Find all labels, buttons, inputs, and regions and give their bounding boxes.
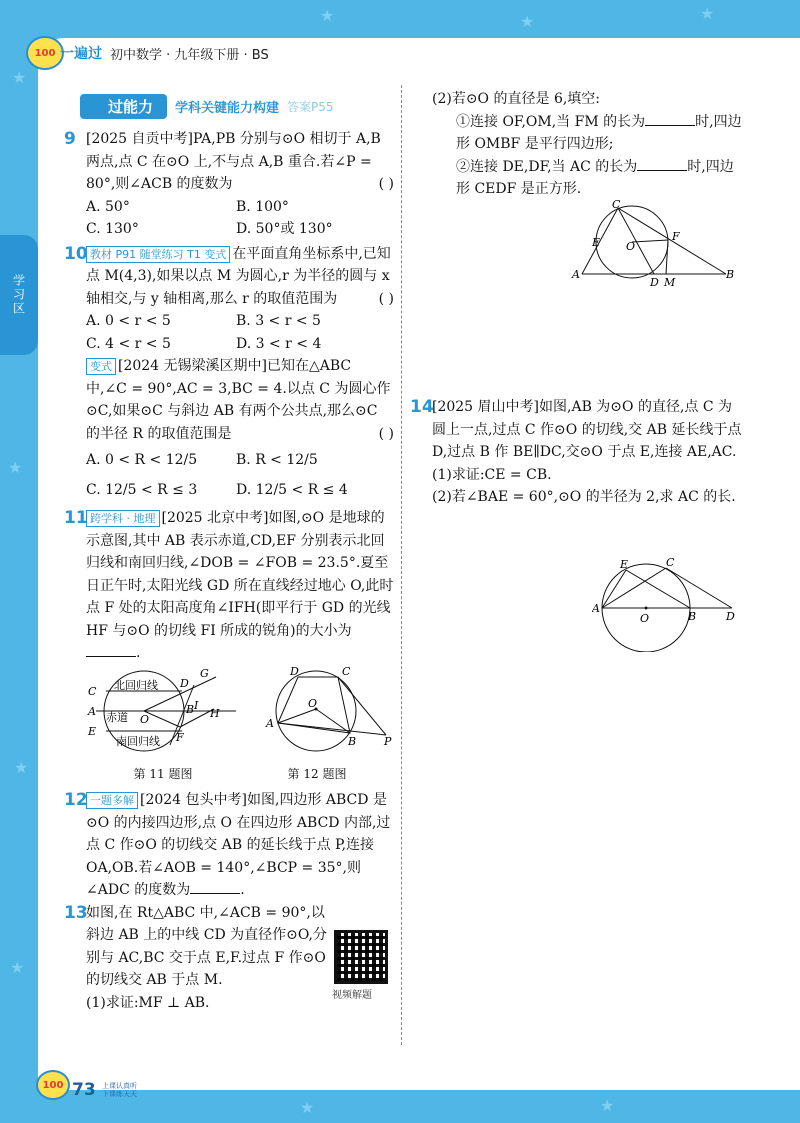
caption-12: 第 12 题图 bbox=[287, 766, 347, 781]
answer-blank[interactable] bbox=[190, 879, 240, 894]
mascot-logo: 100 bbox=[26, 36, 64, 70]
right-column-bottom bbox=[410, 396, 744, 509]
column-divider bbox=[401, 85, 402, 1045]
footer-motto: 上课认真听 下课练天天 bbox=[102, 1082, 137, 1098]
question-text: PA,PB 分别与⊙O 相切于 A,B 两点,点 C 在⊙O 上,不与点 A,B 重合.若∠P = 80°,则∠ACB 的度数为 bbox=[86, 131, 381, 192]
question-text: [2025 眉山中考]如图,AB 为⊙O 的直径,点 C 为圆上一点,过点 C 作⊙O 的切线,交 AB 延长线于点 D,过点 B 作 BE∥DC,交⊙O 于点 E,连接 AE,AC. bbox=[432, 399, 742, 460]
svg-text:E: E bbox=[620, 558, 629, 571]
option[interactable]: B. 100° bbox=[236, 198, 289, 215]
option[interactable]: A. 50° bbox=[86, 198, 130, 215]
page-number: 73 bbox=[72, 1080, 96, 1100]
figure-11 bbox=[87, 667, 236, 751]
question-number: 14 bbox=[410, 397, 434, 417]
figure-13 bbox=[570, 200, 740, 290]
answer-paren: ( ) bbox=[378, 290, 394, 307]
question-text: 在平面直角坐标系中,已知点 M(4,3),如果以点 M 为圆心,r 为半径的圆与 x 轴相交,与 y 轴相离,那么 r 的取值范围为 bbox=[86, 245, 391, 307]
svg-text:B: B bbox=[726, 268, 735, 281]
figure-11-12-svg bbox=[86, 665, 396, 763]
option[interactable]: C. 130° bbox=[86, 221, 139, 237]
label-tropic-north: 北回归线 bbox=[114, 678, 158, 692]
svg-text:E: E bbox=[592, 236, 601, 249]
q13-sub-1: ①连接 OF,OM,当 FM 的长为 时,四边形 OMBF 是平行四边形; bbox=[432, 111, 744, 156]
svg-text:I: I bbox=[194, 698, 199, 712]
running-header bbox=[60, 43, 269, 63]
svg-text:F: F bbox=[176, 730, 184, 744]
question-14 bbox=[410, 396, 744, 464]
question-14-part-2: (2)若∠BAE = 60°,⊙O 的半径为 2,求 AC 的长. bbox=[432, 489, 736, 505]
section-subtitle: 学科关键能力构建 bbox=[175, 100, 280, 116]
answer-paren: ( ) bbox=[378, 425, 394, 442]
left-column bbox=[64, 128, 394, 1014]
svg-text:B: B bbox=[348, 734, 357, 748]
question-tag: 教材 P91 随堂练习 T1 变式 bbox=[86, 246, 230, 263]
svg-text:M: M bbox=[664, 276, 676, 289]
svg-text:H: H bbox=[210, 706, 220, 720]
star-icon: ★ bbox=[300, 1098, 315, 1117]
question-14-part-1: (1)求证:CE = CB. bbox=[432, 466, 552, 483]
option[interactable]: D. 50°或 130° bbox=[236, 221, 333, 237]
options-10 bbox=[64, 310, 394, 355]
options-10-variant bbox=[64, 445, 394, 505]
svg-text:D: D bbox=[650, 276, 659, 289]
svg-text:A: A bbox=[266, 716, 274, 730]
label-tropic-south: 南回归线 bbox=[116, 734, 160, 748]
question-tag: 跨学科 · 地理 bbox=[86, 510, 160, 527]
star-icon: ★ bbox=[700, 4, 715, 23]
question-text: [2024 包头中考]如图,四边形 ABCD 是⊙O 的内接四边形,点 O 在四边形 ABCD 内部,过点 C 作⊙O 的切线交 AB 的延长线于点 P,连接 OA,OB.若∠AOB = 140°,∠BCP = 35°,则∠ADC 的度数为 bbox=[86, 792, 391, 898]
svg-text:O: O bbox=[308, 696, 318, 710]
svg-text:C: C bbox=[88, 684, 97, 698]
question-tag: 一题多解 bbox=[86, 792, 138, 809]
option[interactable]: A. 0 < R < 12/5 bbox=[86, 452, 198, 468]
question-text: [2025 北京中考]如图,⊙O 是地球的示意图,其中 AB 表示赤道,CD,EF 分别表示北回归线和南回归线,∠DOB = ∠FOB = 23.5°.夏至日正午时,太阳光线 GD 所在直线经过地心 O,此时点 F 处的太阳高度角∠IFH(即平行于 GD 的光线 HF 与⊙O 的切线 FI 所成的锐角)的大小为 bbox=[86, 510, 394, 639]
svg-text:D: D bbox=[290, 664, 299, 678]
svg-text:C: C bbox=[666, 556, 675, 569]
answer-ref: 答案P55 bbox=[287, 99, 334, 114]
option[interactable]: A. 0 < r < 5 bbox=[86, 313, 171, 329]
caption-11: 第 11 题图 bbox=[133, 766, 193, 781]
section-title: 过能力 bbox=[80, 94, 167, 119]
question-10-variant bbox=[64, 355, 394, 445]
brand-name: 一遍过 bbox=[60, 46, 102, 62]
option[interactable]: D. 12/5 < R ≤ 4 bbox=[236, 482, 348, 498]
svg-text:A: A bbox=[572, 268, 580, 281]
question-12: 12 一题多解 [2024 包头中考]如图,四边形 ABCD 是⊙O 的内接四边形,点 O 在四边形 ABCD 内部,过点 C 作⊙O 的切线交 AB 的延长线于点 P,连接 OA,OB.若∠AOB = 140°,∠BCP = 35°,则∠ADC 的度数为 . bbox=[64, 790, 391, 898]
book-title: 初中数学 · 九年级下册 · BS bbox=[110, 47, 269, 63]
question-number: 13 bbox=[64, 902, 88, 923]
answer-paren: ( ) bbox=[378, 176, 394, 192]
figure-12 bbox=[265, 665, 392, 751]
option[interactable]: C. 12/5 < R ≤ 3 bbox=[86, 482, 198, 498]
side-tab[interactable]: 学习区 bbox=[0, 235, 38, 355]
star-icon: ★ bbox=[14, 758, 29, 777]
answer-blank[interactable] bbox=[637, 156, 687, 171]
question-13-part-2: (2)若⊙O 的直径是 6,填空: bbox=[432, 91, 601, 107]
svg-text:O: O bbox=[140, 712, 150, 726]
options-9 bbox=[64, 196, 394, 241]
question-number: 10 bbox=[64, 243, 88, 264]
answer-blank[interactable] bbox=[645, 111, 695, 126]
question-9 bbox=[64, 128, 394, 196]
star-icon: ★ bbox=[600, 1096, 615, 1115]
svg-text:G: G bbox=[200, 666, 209, 680]
question-number: 12 bbox=[64, 790, 88, 810]
qr-code[interactable] bbox=[334, 930, 388, 984]
svg-text:A: A bbox=[88, 704, 96, 718]
svg-text:F: F bbox=[672, 230, 680, 243]
svg-text:O: O bbox=[640, 612, 650, 625]
option[interactable]: D. 3 < r < 4 bbox=[236, 335, 322, 352]
svg-text:B: B bbox=[688, 610, 697, 623]
section-bar bbox=[80, 94, 334, 118]
question-13-part-1: (1)求证:MF ⊥ AB. bbox=[86, 994, 210, 1011]
svg-text:D: D bbox=[726, 610, 735, 623]
option[interactable]: B. R < 12/5 bbox=[236, 452, 318, 468]
question-number: 11 bbox=[64, 508, 88, 528]
mascot-footer-logo: 100 bbox=[36, 1070, 70, 1100]
question-10 bbox=[64, 243, 394, 311]
option[interactable]: B. 3 < r < 5 bbox=[236, 313, 321, 329]
star-icon: ★ bbox=[8, 458, 23, 477]
question-source: [2025 自贡中考] bbox=[86, 131, 194, 147]
q13-sub-2: ②连接 DE,DF,当 AC 的长为 时,四边形 CEDF 是正方形. bbox=[432, 156, 744, 201]
question-11: 11 跨学科 · 地理 [2025 北京中考]如图,⊙O 是地球的示意图,其中 AB 表示赤道,CD,EF 分别表示北回归线和南回归线,∠DOB = ∠FOB = 23.5°.夏至日正午时,太阳光线 GD 所在直线经过地心 O,此时点 F 处的太阳高度角∠IFH(即平行于 GD 的光线 HF 与⊙O 的切线 FI 所成的锐角)的大小为. bbox=[64, 508, 394, 661]
answer-blank[interactable] bbox=[86, 642, 136, 657]
question-text: [2024 无锡梁溪区期中]已知在△ABC 中,∠C = 90°,AC = 3,BC = 4.以点 C 为圆心作⊙C,如果⊙C 与斜边 AB 有两个公共点,那么⊙C 的半径 R 的取值范围是 bbox=[86, 358, 391, 442]
svg-text:C: C bbox=[342, 664, 351, 678]
svg-text:C: C bbox=[612, 200, 621, 211]
star-icon: ★ bbox=[10, 958, 25, 977]
variant-tag: 变式 bbox=[86, 358, 116, 375]
svg-text:E: E bbox=[88, 724, 97, 738]
figure-14 bbox=[592, 556, 742, 652]
qr-label: 视频解题 bbox=[332, 990, 372, 1001]
right-column-top bbox=[432, 88, 744, 201]
label-equator: 赤道 bbox=[106, 710, 128, 724]
question-number: 9 bbox=[64, 129, 76, 149]
star-icon: ★ bbox=[520, 12, 535, 31]
svg-text:O: O bbox=[626, 240, 636, 253]
option[interactable]: C. 4 < r < 5 bbox=[86, 335, 171, 352]
svg-text:B: B bbox=[186, 702, 195, 716]
question-text: 如图,在 Rt△ABC 中,∠ACB = 90°,以斜边 AB 上的中线 CD 为直径作⊙O,分别与 AC,BC 交于点 E,F.过点 F 作⊙O 的切线交 AB 于点 M. bbox=[86, 904, 327, 988]
figures-11-12 bbox=[64, 665, 394, 763]
star-icon: ★ bbox=[12, 68, 27, 87]
svg-text:D: D bbox=[180, 676, 189, 690]
star-icon: ★ bbox=[320, 6, 335, 25]
svg-text:A: A bbox=[592, 602, 600, 615]
figure-captions bbox=[64, 763, 394, 786]
svg-text:P: P bbox=[384, 734, 392, 748]
